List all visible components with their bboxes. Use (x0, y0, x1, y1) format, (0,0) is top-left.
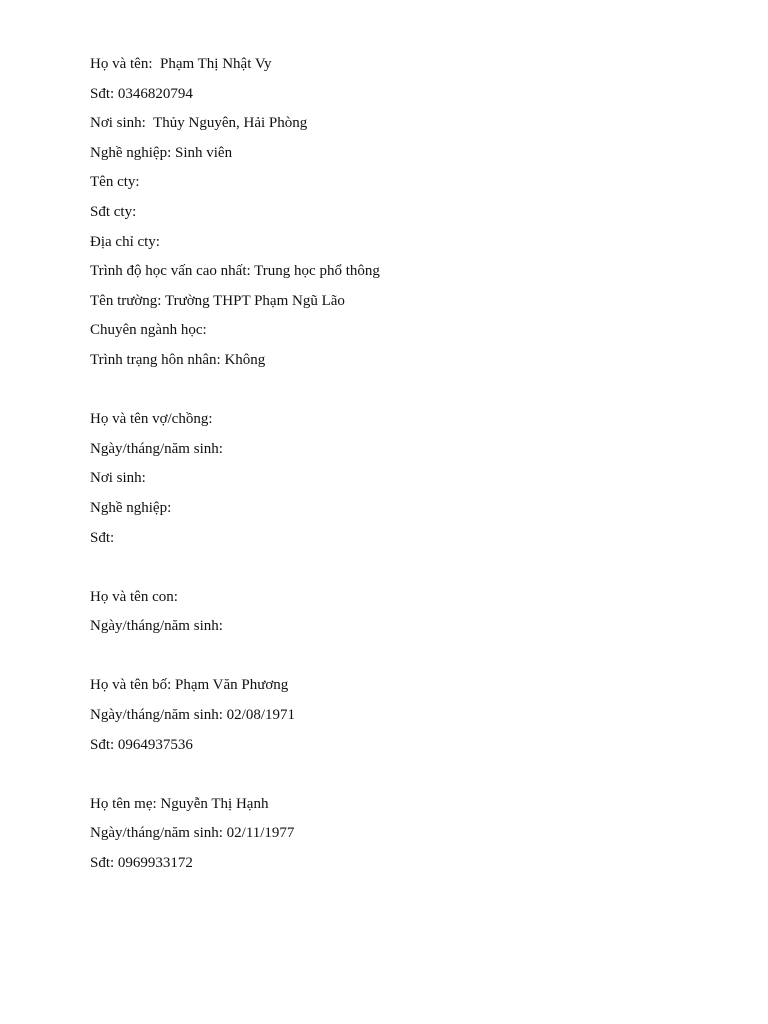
field-spouse-birthdate: Ngày/tháng/năm sinh: (90, 440, 223, 457)
field-school-name: Tên trường: Trường THPT Phạm Ngũ Lão (90, 292, 345, 309)
field-birthplace: Nơi sinh: Thủy Nguyên, Hải Phòng (90, 115, 308, 132)
section-mother (90, 794, 690, 883)
field-spouse-phone: Sđt: (90, 529, 115, 546)
field-spouse-birthplace: Nơi sinh: (90, 470, 146, 487)
field-company-address: Địa chỉ cty: (90, 233, 160, 250)
field-spouse-occupation: Nghề nghiệp: (90, 499, 172, 516)
field-spouse-name: Họ và tên vợ/chồng: (90, 411, 213, 428)
field-occupation: Nghề nghiệp: Sinh viên (90, 144, 233, 161)
field-father-name: Họ và tên bố: Phạm Văn Phương (90, 677, 289, 694)
section-spacer (90, 646, 690, 676)
section-child (90, 587, 690, 646)
section-spacer (90, 380, 690, 410)
field-child-name: Họ và tên con: (90, 588, 178, 605)
section-self (90, 54, 690, 380)
field-father-birthdate: Ngày/tháng/năm sinh: 02/08/1971 (90, 707, 295, 724)
field-full-name: Họ và tên: Phạm Thị Nhật Vy (90, 56, 272, 72)
section-father (90, 675, 690, 764)
section-spacer (90, 557, 690, 587)
field-mother-birthdate: Ngày/tháng/năm sinh: 02/11/1977 (90, 825, 295, 842)
field-father-phone: Sđt: 0964937536 (90, 736, 193, 753)
field-marital-status: Trình trạng hôn nhân: Không (90, 351, 266, 368)
field-major: Chuyên ngành học: (90, 322, 207, 339)
section-spouse (90, 409, 690, 557)
section-spacer (90, 764, 690, 794)
field-company-phone: Sđt cty: (90, 203, 137, 220)
document-body (90, 54, 690, 883)
field-mother-name: Họ tên mẹ: Nguyễn Thị Hạnh (90, 795, 269, 812)
field-child-birthdate: Ngày/tháng/năm sinh: (90, 618, 223, 635)
field-phone: Sđt: 0346820794 (90, 85, 193, 102)
field-mother-phone: Sđt: 0969933172 (90, 855, 193, 872)
field-company-name: Tên cty: (90, 174, 140, 191)
field-education-level: Trình độ học vấn cao nhất: Trung học phổ thông (90, 263, 380, 280)
